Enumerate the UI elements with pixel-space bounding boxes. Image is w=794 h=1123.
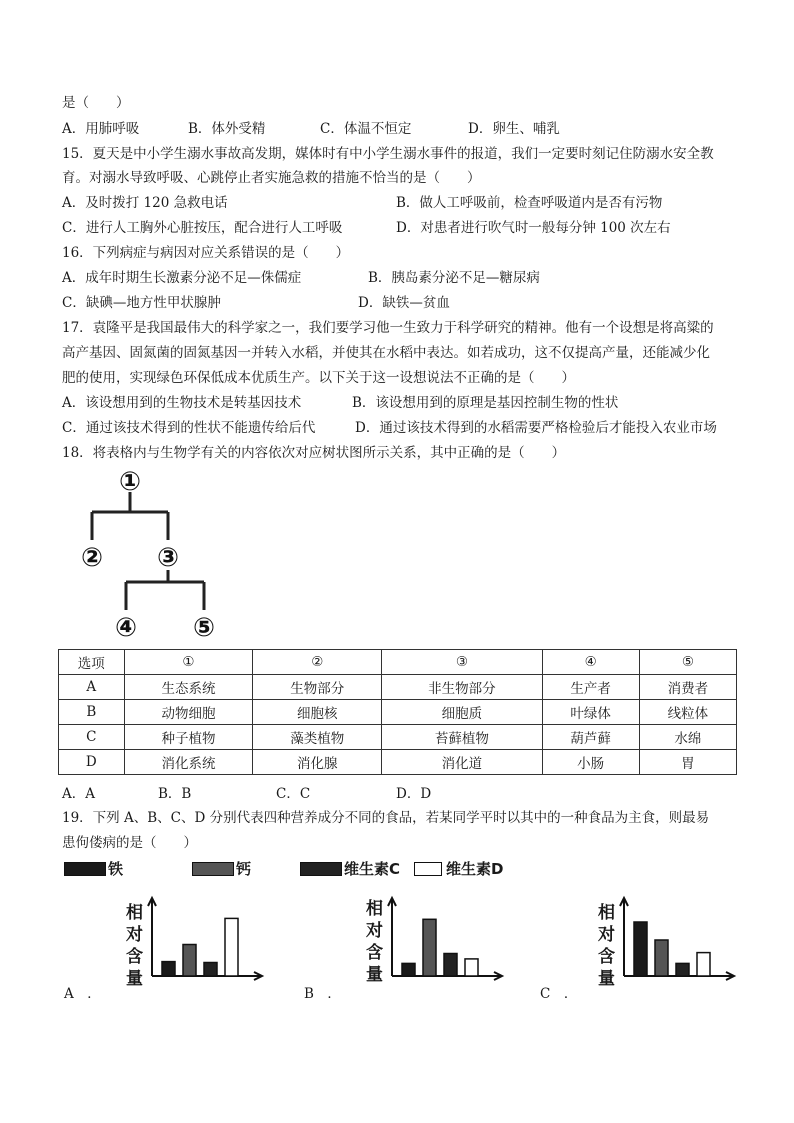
bar-calcium xyxy=(655,940,668,976)
bar-iron xyxy=(634,922,647,976)
table-cell: 葫芦藓 xyxy=(542,725,639,750)
table-cell: 消化道 xyxy=(382,750,542,775)
q15-option-b: B．做人工呼吸前，检查呼吸道内是否有污物 xyxy=(396,195,663,211)
legend-swatch-iron xyxy=(64,862,106,876)
q18-answer-b: B．B xyxy=(158,786,192,802)
q18-answer-d: D．D xyxy=(396,786,432,802)
bar-vitamin-d xyxy=(697,953,710,976)
q17-stem-line2: 高产基因、固氮菌的固氮基因一并转入水稻，并使其在水稻中表达。如若成功，这不仅提高产量，还能减少化 xyxy=(62,345,710,361)
ylabel-char: 含 xyxy=(598,947,615,967)
table-cell: 生物部分 xyxy=(253,675,382,700)
table-cell: 胃 xyxy=(639,750,736,775)
bar-iron xyxy=(162,962,175,976)
table-row xyxy=(59,675,737,700)
tree-node-3: ③ xyxy=(156,543,180,573)
table-header-cell: ⑤ xyxy=(639,650,736,675)
bar-vitamin-c xyxy=(676,963,689,976)
chart-b-ylabel xyxy=(366,898,386,986)
q16-stem: 16．下列病症与病因对应关系错误的是（ ） xyxy=(62,245,350,261)
bar-iron xyxy=(402,963,415,976)
q18-answer-a: A．A xyxy=(62,786,95,802)
q19-stem-line1: 19．下列 A、B、C、D 分别代表四种营养成分不同的食品，若某同学平时以其中的一种食品为主食，则最易 xyxy=(62,810,710,826)
q17-stem-line1: 17．袁隆平是我国最伟大的科学家之一，我们要学习他一生致力于科学研究的精神。他有一个设想是将高粱的 xyxy=(62,320,714,336)
tree-diagram xyxy=(60,462,240,646)
table-cell: 藻类植物 xyxy=(253,725,382,750)
table-cell: 细胞质 xyxy=(382,700,542,725)
chart-a xyxy=(150,900,262,984)
ylabel-char: 相 xyxy=(126,903,143,923)
legend-label-vitamin-d: 维生素D xyxy=(446,860,504,878)
ylabel-char: 相 xyxy=(598,903,615,923)
table-cell: D xyxy=(59,750,125,775)
chart-c-ylabel xyxy=(598,902,618,990)
table-cell: 消化腺 xyxy=(253,750,382,775)
table-header-cell: ① xyxy=(124,650,253,675)
q15-option-a: A．及时拨打 120 急救电话 xyxy=(62,195,228,211)
bar-calcium xyxy=(183,945,196,977)
bar-calcium xyxy=(423,919,436,976)
table-header-row xyxy=(59,650,737,675)
chart-b xyxy=(390,900,502,984)
ylabel-char: 对 xyxy=(126,925,143,945)
q18-stem: 18．将表格内与生物学有关的内容依次对应树状图所示关系，其中正确的是（ ） xyxy=(62,445,566,461)
q16-option-c: C．缺碘—地方性甲状腺肿 xyxy=(62,295,221,311)
table-cell: A xyxy=(59,675,125,700)
table-cell: 动物细胞 xyxy=(124,700,253,725)
bar-vitamin-c xyxy=(204,963,217,977)
table-cell: 生态系统 xyxy=(124,675,253,700)
q17-option-a: A．该设想用到的生物技术是转基因技术 xyxy=(62,395,302,411)
q17-option-c: C．通过该技术得到的性状不能遗传给后代 xyxy=(62,420,316,436)
ylabel-char: 量 xyxy=(598,969,615,989)
legend-label-iron: 铁 xyxy=(108,860,124,878)
chart-a-ylabel xyxy=(126,902,146,990)
q15-stem-line1: 15．夏天是中小学生溺水事故高发期，媒体时有中小学生溺水事件的报道，我们一定要时刻记住防溺水安全教 xyxy=(62,146,714,162)
q15-option-c: C．进行人工胸外心脏按压，配合进行人工呼吸 xyxy=(62,220,343,236)
legend-swatch-calcium xyxy=(192,862,234,876)
chart-legend xyxy=(64,858,524,888)
q16-option-b: B．胰岛素分泌不足—糖尿病 xyxy=(368,270,540,286)
chart-a-caption: A ． xyxy=(64,986,101,1002)
ylabel-char: 对 xyxy=(598,925,615,945)
ylabel-char: 量 xyxy=(126,969,143,989)
legend-label-calcium: 钙 xyxy=(236,860,252,878)
tree-node-5: ⑤ xyxy=(192,613,216,642)
ylabel-char: 含 xyxy=(366,943,383,963)
chart-c xyxy=(622,900,734,984)
q14-option-a: A．用肺呼吸 xyxy=(62,121,140,137)
table-cell: 消费者 xyxy=(639,675,736,700)
table-cell: 小肠 xyxy=(542,750,639,775)
table-cell: C xyxy=(59,725,125,750)
table-header-cell: ③ xyxy=(382,650,542,675)
table-row xyxy=(59,725,737,750)
tree-node-2: ② xyxy=(80,543,104,573)
q14-option-d: D．卵生、哺乳 xyxy=(468,121,560,137)
q18-table xyxy=(58,649,737,775)
table-cell: B xyxy=(59,700,125,725)
table-cell: 线粒体 xyxy=(639,700,736,725)
table-header-cell: ② xyxy=(253,650,382,675)
ylabel-char: 含 xyxy=(126,947,143,967)
q14-stem-tail: 是（ ） xyxy=(62,95,130,111)
ylabel-char: 量 xyxy=(366,965,383,985)
tree-node-1: ① xyxy=(118,467,142,497)
table-row xyxy=(59,700,737,725)
q19-stem-line2: 患佝偻病的是（ ） xyxy=(62,835,197,851)
table-cell: 非生物部分 xyxy=(382,675,542,700)
table-row xyxy=(59,750,737,775)
q16-option-d: D．缺铁—贫血 xyxy=(358,295,450,311)
ylabel-char: 相 xyxy=(366,899,383,919)
legend-swatch-vitamin-d xyxy=(414,862,442,876)
legend-swatch-vitamin-c xyxy=(300,862,342,876)
table-cell: 种子植物 xyxy=(124,725,253,750)
q18-answer-c: C．C xyxy=(276,786,311,802)
q17-option-d: D．通过该技术得到的水稻需要严格检验后才能投入农业市场 xyxy=(355,420,717,436)
bar-vitamin-c xyxy=(444,954,457,977)
chart-c-caption: C ． xyxy=(540,986,578,1002)
bar-vitamin-d xyxy=(465,959,478,976)
q16-option-a: A．成年时期生长激素分泌不足—侏儒症 xyxy=(62,270,302,286)
table-cell: 苔藓植物 xyxy=(382,725,542,750)
ylabel-char: 对 xyxy=(366,921,383,941)
table-cell: 叶绿体 xyxy=(542,700,639,725)
tree-node-4: ④ xyxy=(114,613,138,642)
q14-option-c: C．体温不恒定 xyxy=(320,121,412,137)
legend-label-vitamin-c: 维生素C xyxy=(344,860,401,878)
table-cell: 水绵 xyxy=(639,725,736,750)
q17-stem-line3: 肥的使用，实现绿色环保低成本优质生产。以下关于这一设想说法不正确的是（ ） xyxy=(62,370,575,386)
bar-vitamin-d xyxy=(225,918,238,976)
q14-option-b: B．体外受精 xyxy=(188,121,266,137)
chart-b-caption: B ． xyxy=(304,986,341,1002)
table-header-cell: ④ xyxy=(542,650,639,675)
table-cell: 生产者 xyxy=(542,675,639,700)
q15-option-d: D．对患者进行吹气时一般每分钟 100 次左右 xyxy=(396,220,671,236)
table-header-cell: 选项 xyxy=(59,650,125,675)
table-cell: 消化系统 xyxy=(124,750,253,775)
q15-stem-line2: 育。对溺水导致呼吸、心跳停止者实施急救的措施不恰当的是（ ） xyxy=(62,170,481,186)
table-cell: 细胞核 xyxy=(253,700,382,725)
q17-option-b: B．该设想用到的原理是基因控制生物的性状 xyxy=(352,395,619,411)
